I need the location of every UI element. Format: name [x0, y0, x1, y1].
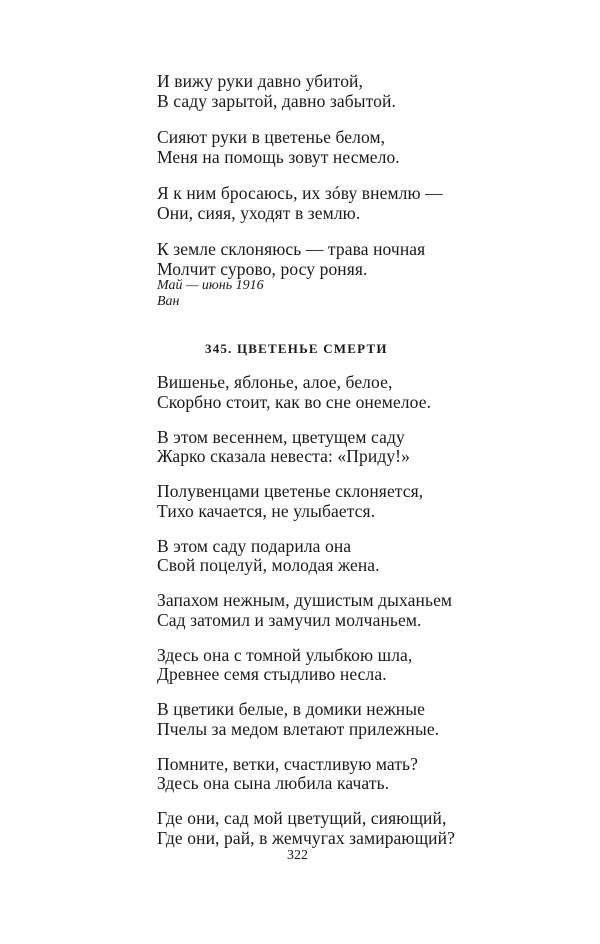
page-number: 322: [287, 848, 308, 863]
stanza: [157, 700, 455, 739]
stanza: [157, 72, 443, 111]
stanza: [157, 537, 455, 576]
verse-line: В этом весеннем, цветущем саду: [157, 426, 405, 447]
verse-line: В саду зарытой, давно забытой.: [157, 90, 396, 111]
stanza: [157, 482, 455, 521]
poem-body: [157, 373, 455, 864]
verse-line: И вижу руки давно убитой,: [157, 71, 363, 91]
stanza: [157, 373, 455, 412]
poem-continuation: [157, 72, 443, 296]
verse-line: Скорбно стоит, как во сне онемелое.: [157, 391, 432, 412]
poem-date: Май — июнь 1916: [157, 278, 264, 293]
verse-line: Запахом нежным, душистым дыханьем: [157, 590, 453, 610]
verse-line: Помните, ветки, счастливую мать?: [157, 753, 419, 774]
verse-line: Тихо качается, не улыбается.: [157, 500, 376, 521]
stanza: [157, 646, 455, 685]
poem-place: Ван: [157, 294, 180, 309]
verse-line: Здесь она сына любила качать.: [157, 773, 390, 793]
verse-line: Древнее семя стыдливо несла.: [157, 664, 387, 684]
verse-line: Жарко сказала невеста: «Приду!»: [157, 446, 410, 466]
verse-line: Молчит сурово, росу роняя.: [157, 258, 368, 279]
stanza: [157, 128, 443, 167]
verse-line: Я к ним бросаюсь, их зóву внемлю —: [157, 183, 443, 203]
stanza: [157, 240, 443, 279]
verse-line: Здесь она с томной улыбкою шла,: [157, 644, 413, 665]
stanza: [157, 428, 455, 467]
verse-line: Меня на помощь зовут несмело.: [157, 146, 400, 167]
verse-line: Свой поцелуй, молодая жена.: [157, 555, 380, 575]
verse-line: Сад затомил и замучил молчаньем.: [157, 609, 422, 630]
verse-line: Вишенье, яблонье, алое, белое,: [157, 372, 393, 392]
verse-line: В цветики белые, в домики нежные: [157, 699, 425, 719]
poem-title: 345. ЦВЕТЕНЬЕ СМЕРТИ: [205, 341, 388, 356]
verse-line: Где они, сад мой цветущий, сияющий,: [157, 808, 447, 828]
stanza: [157, 591, 455, 630]
stanza: [157, 755, 455, 794]
verse-line: Полувенцами цветенье склоняется,: [157, 481, 424, 501]
verse-line: К земле склоняюсь — трава ночная: [157, 239, 426, 259]
verse-line: Сияют руки в цветенье белом,: [157, 127, 386, 147]
verse-line: Они, сияя, уходят в землю.: [157, 202, 361, 223]
stanza: [157, 184, 443, 223]
verse-line: Пчелы за медом влетают прилежные.: [157, 718, 440, 739]
verse-line: В этом саду подарила она: [157, 535, 352, 556]
poem-dateline: [157, 278, 264, 310]
verse-line: Где они, рай, в жемчугах замирающий?: [157, 827, 455, 848]
stanza: [157, 809, 455, 848]
